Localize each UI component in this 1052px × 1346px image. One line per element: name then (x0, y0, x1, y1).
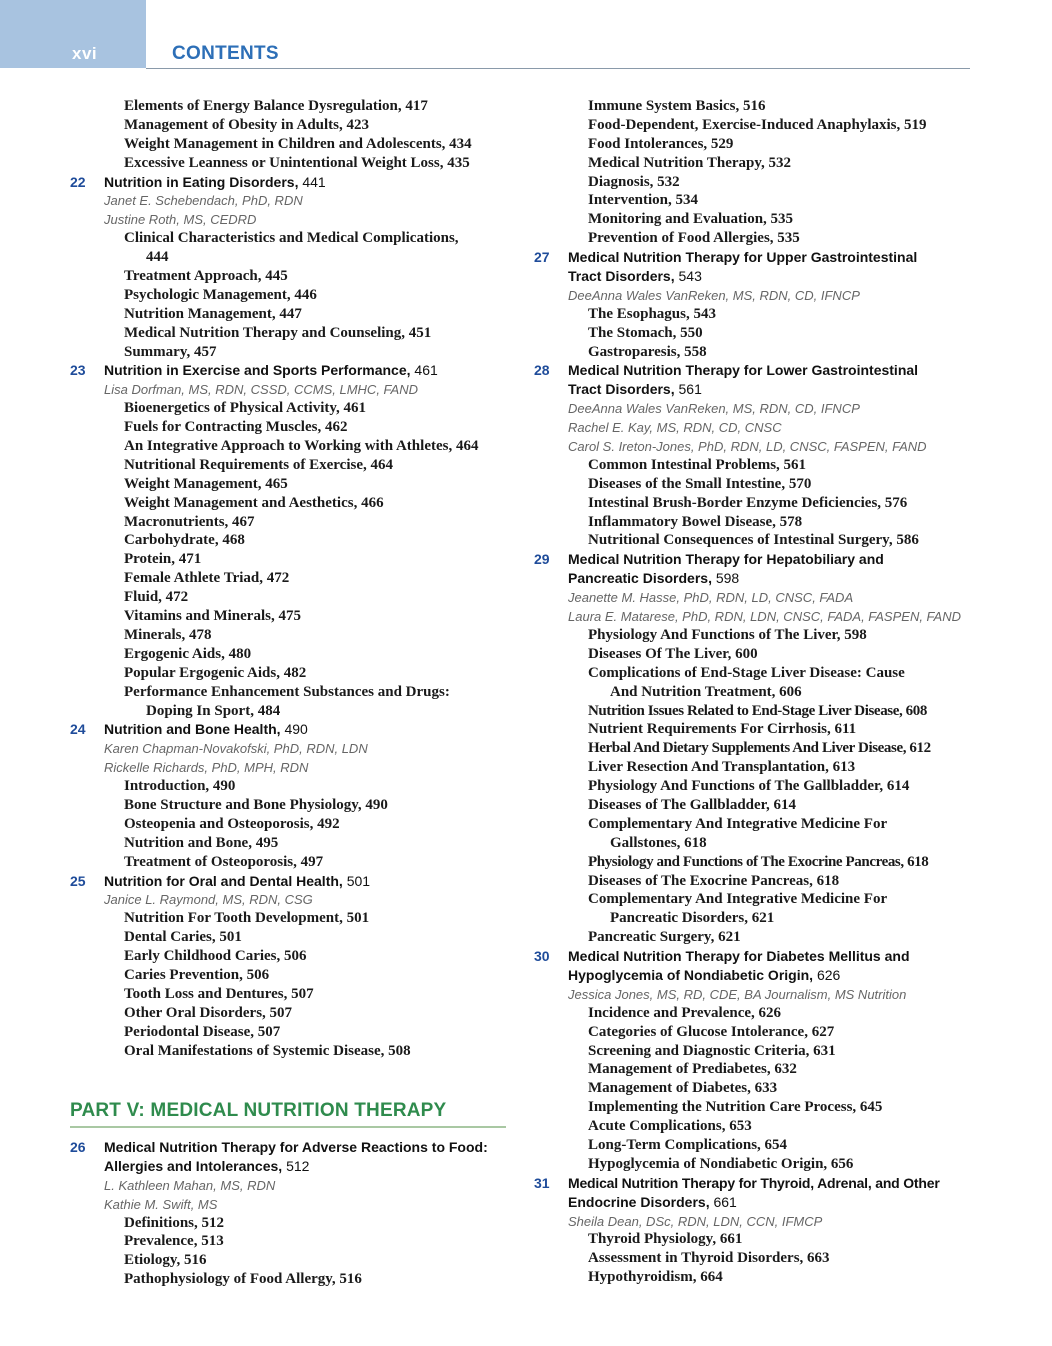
chapter-entry[interactable] (534, 948, 984, 967)
chapter-author: Karen Chapman-Novakofski, PhD, RDN, LDN (104, 741, 368, 757)
chapter-title: Nutrition in Exercise and Sports Performance, (104, 362, 411, 379)
chapter-entry[interactable] (70, 873, 510, 892)
section-entry[interactable]: Summary, 457 (124, 343, 217, 360)
section-entry-continued[interactable]: 444 (146, 249, 169, 266)
section-entry[interactable]: Weight Management and Aesthetics, 466 (124, 494, 384, 511)
chapter-page: 661 (713, 1193, 737, 1210)
chapter-title-continued: Tract Disorders, (568, 381, 675, 398)
chapter-title-continued: Tract Disorders, (568, 268, 675, 285)
chapter-title: Medical Nutrition Therapy for Hepatobiliary and (568, 551, 884, 568)
section-entry[interactable]: Diseases Of The Liver, 600 (588, 645, 758, 662)
chapter-author: Janet E. Schebendach, PhD, RDN (104, 193, 303, 209)
section-entry[interactable]: Nutrition and Bone, 495 (124, 834, 279, 851)
chapter-entry[interactable] (534, 249, 984, 268)
section-entry[interactable]: Diagnosis, 532 (588, 173, 680, 190)
section-entry-continued[interactable]: Gallstones, 618 (610, 834, 707, 851)
section-entry[interactable]: Treatment Approach, 445 (124, 268, 288, 285)
chapter-title: Nutrition for Oral and Dental Health, (104, 872, 343, 889)
section-entry[interactable]: Ergogenic Aids, 480 (124, 645, 252, 662)
section-entry[interactable]: Physiology and Functions of The Exocrine Pancreas, 618 (588, 853, 929, 870)
section-entry[interactable]: Clinical Characteristics and Medical Complications, (124, 230, 459, 247)
section-entry[interactable]: Excessive Leanness or Unintentional Weight Loss, 435 (124, 154, 470, 171)
section-entry[interactable]: Management of Obesity in Adults, 423 (124, 116, 370, 133)
section-entry[interactable]: Psychologic Management, 446 (124, 286, 317, 303)
section-entry[interactable]: Female Athlete Triad, 472 (124, 570, 290, 587)
chapter-page: 501 (346, 872, 371, 889)
section-entry[interactable]: Intestinal Brush-Border Enzyme Deficiencies, 576 (588, 494, 908, 511)
chapter-page: 598 (715, 570, 740, 587)
chapter-author: Sheila Dean, DSc, RDN, LDN, CCN, IFMCP (568, 1213, 823, 1229)
chapter-author: Janice L. Raymond, MS, RDN, CSG (104, 892, 313, 908)
chapter-number: 29 (534, 551, 550, 568)
chapter-author: Justine Roth, MS, CEDRD (104, 212, 257, 228)
section-entry[interactable]: Weight Management, 465 (124, 475, 288, 492)
section-entry[interactable]: Bioenergetics of Physical Activity, 461 (124, 400, 367, 417)
section-entry[interactable]: Immune System Basics, 516 (588, 98, 766, 114)
chapter-page: 461 (414, 362, 438, 379)
chapter-author: Laura E. Matarese, PhD, RDN, LDN, CNSC, FADA, FASPEN, FAND (568, 609, 961, 625)
section-entry[interactable]: Diseases of The Exocrine Pancreas, 618 (588, 872, 840, 889)
section-entry[interactable]: Nutrition Management, 447 (124, 305, 302, 322)
section-entry[interactable]: An Integrative Approach to Working with Athletes, 464 (124, 438, 479, 455)
chapter-author: Carol S. Ireton-Jones, PhD, RDN, LD, CNSC, FASPEN, FAND (568, 439, 927, 455)
section-entry[interactable]: Food Intolerances, 529 (588, 135, 734, 152)
chapter-number: 31 (534, 1174, 550, 1191)
section-entry[interactable]: Oral Manifestations of Systemic Disease, 508 (124, 1042, 411, 1059)
section-entry[interactable]: Macronutrients, 467 (124, 513, 255, 530)
section-entry[interactable]: Medical Nutrition Therapy and Counseling, 451 (124, 324, 432, 341)
section-entry[interactable]: Pancreatic Surgery, 621 (588, 929, 741, 946)
chapter-entry[interactable] (534, 1175, 984, 1194)
chapter-entry[interactable] (70, 362, 510, 381)
section-entry[interactable]: Tooth Loss and Dentures, 507 (124, 985, 314, 1002)
chapter-page: 626 (816, 966, 841, 983)
chapter-title: Medical Nutrition Therapy for Upper Gastrointestinal (568, 249, 918, 266)
section-entry[interactable]: Early Childhood Caries, 506 (124, 948, 307, 965)
chapter-title-continued: Allergies and Intolerances, (104, 1157, 283, 1174)
chapter-title: Medical Nutrition Therapy for Lower Gastrointestinal (568, 362, 919, 379)
section-entry[interactable]: Osteopenia and Osteoporosis, 492 (124, 815, 340, 832)
chapter-number: 30 (534, 948, 550, 965)
chapter-title: Nutrition in Eating Disorders, (104, 173, 299, 190)
section-entry[interactable]: Prevention of Food Allergies, 535 (588, 230, 800, 247)
section-entry[interactable]: Fuels for Contracting Muscles, 462 (124, 419, 348, 436)
section-entry[interactable]: Pathophysiology of Food Allergy, 516 (124, 1271, 362, 1288)
chapter-author: Rachel E. Kay, MS, RDN, CD, CNSC (568, 420, 782, 436)
section-entry[interactable]: Periodontal Disease, 507 (124, 1023, 281, 1040)
section-entry[interactable]: Screening and Diagnostic Criteria, 631 (588, 1042, 836, 1059)
chapter-page: 512 (286, 1157, 310, 1174)
section-entry[interactable]: Monitoring and Evaluation, 535 (588, 211, 794, 228)
section-entry[interactable]: Complications of End-Stage Liver Disease: Cause (588, 664, 905, 681)
section-entry[interactable]: Thyroid Physiology, 661 (588, 1231, 743, 1248)
section-entry[interactable]: Gastroparesis, 558 (588, 343, 707, 360)
section-entry[interactable]: Minerals, 478 (124, 626, 212, 643)
section-entry[interactable]: Common Intestinal Problems, 561 (588, 456, 807, 473)
section-entry[interactable]: Liver Resection And Transplantation, 613 (588, 759, 856, 776)
section-entry[interactable]: Physiology And Functions of The Gallbladder, 614 (588, 778, 910, 795)
chapter-entry[interactable] (70, 1139, 510, 1158)
section-entry[interactable]: Incidence and Prevalence, 626 (588, 1004, 782, 1021)
chapter-number: 25 (70, 872, 86, 889)
section-entry-continued[interactable]: Doping In Sport, 484 (146, 702, 281, 719)
chapter-entry[interactable] (534, 362, 984, 381)
section-entry[interactable]: Inflammatory Bowel Disease, 578 (588, 513, 803, 530)
chapter-number: 23 (70, 362, 86, 379)
section-entry[interactable]: Vitamins and Minerals, 475 (124, 608, 301, 625)
part-heading: PART V: MEDICAL NUTRITION THERAPY (70, 1100, 447, 1121)
section-entry[interactable]: Dental Caries, 501 (124, 929, 242, 946)
chapter-title-continued: Endocrine Disorders, (568, 1193, 710, 1210)
section-entry[interactable]: Nutrition For Tooth Development, 501 (124, 910, 370, 927)
chapter-author: Jeanette M. Hasse, PhD, RDN, LD, CNSC, FADA (568, 590, 854, 606)
chapter-number: 24 (70, 721, 86, 738)
section-entry-continued[interactable]: And Nutrition Treatment, 606 (610, 683, 802, 700)
section-entry[interactable]: Assessment in Thyroid Disorders, 663 (588, 1250, 830, 1267)
chapter-title: Nutrition and Bone Health, (104, 721, 281, 738)
section-entry[interactable]: Popular Ergogenic Aids, 482 (124, 664, 307, 681)
section-entry[interactable]: Categories of Glucose Intolerance, 627 (588, 1023, 835, 1040)
section-entry[interactable]: Herbal And Dietary Supplements And Liver Disease, 612 (588, 740, 931, 757)
section-entry[interactable]: Nutritional Requirements of Exercise, 464 (124, 456, 393, 473)
section-entry[interactable]: Complementary And Integrative Medicine For (588, 815, 888, 832)
section-entry[interactable]: Performance Enhancement Substances and Drugs: (124, 683, 450, 700)
section-entry[interactable]: Nutritional Consequences of Intestinal Surgery, 586 (588, 532, 919, 549)
section-entry[interactable]: Nutrient Requirements For Cirrhosis, 611 (588, 721, 857, 738)
section-entry[interactable]: Diseases of the Small Intestine, 570 (588, 475, 812, 492)
chapter-number: 22 (70, 173, 86, 190)
section-entry[interactable]: Carbohydrate, 468 (124, 532, 245, 549)
chapter-page: 490 (284, 721, 308, 738)
section-entry[interactable]: Diseases of The Gallbladder, 614 (588, 796, 796, 813)
chapter-author: DeeAnna Wales VanReken, MS, RDN, CD, IFNCP (568, 287, 860, 303)
chapter-entry[interactable] (70, 721, 510, 740)
chapter-title: Medical Nutrition Therapy for Diabetes Mellitus and (568, 948, 910, 965)
left-column-part-v (70, 1139, 510, 1290)
section-entry[interactable]: Treatment of Osteoporosis, 497 (124, 853, 324, 870)
section-entry[interactable]: Etiology, 516 (124, 1252, 207, 1269)
chapter-author: L. Kathleen Mahan, MS, RDN (104, 1177, 276, 1193)
section-entry[interactable]: Introduction, 490 (124, 778, 236, 795)
section-entry[interactable]: Acute Complications, 653 (588, 1118, 752, 1135)
page-title: CONTENTS (172, 43, 279, 64)
right-column (534, 98, 984, 1288)
section-entry[interactable]: The Stomach, 550 (588, 324, 703, 341)
chapter-number: 27 (534, 249, 550, 266)
section-entry[interactable]: Protein, 471 (124, 551, 202, 568)
chapter-title: Medical Nutrition Therapy for Adverse Reactions to Food: (104, 1139, 488, 1155)
chapter-author: DeeAnna Wales VanReken, MS, RDN, CD, IFNCP (568, 401, 860, 417)
section-entry[interactable]: Weight Management in Children and Adolescents, 434 (124, 135, 472, 152)
chapter-entry[interactable] (70, 174, 510, 193)
section-entry[interactable]: Medical Nutrition Therapy, 532 (588, 154, 792, 171)
section-entry-continued[interactable]: Pancreatic Disorders, 621 (610, 910, 775, 927)
section-entry[interactable]: Definitions, 512 (124, 1214, 225, 1231)
chapter-page: 543 (678, 268, 702, 285)
section-entry[interactable]: Hypoglycemia of Nondiabetic Origin, 656 (588, 1155, 854, 1172)
section-entry[interactable]: Management of Prediabetes, 632 (588, 1061, 797, 1078)
section-entry[interactable]: Intervention, 534 (588, 192, 698, 209)
section-entry[interactable]: Prevalence, 513 (124, 1233, 224, 1250)
page-number: xvi (72, 44, 98, 63)
header-divider (146, 68, 970, 69)
section-entry[interactable]: Long-Term Complications, 654 (588, 1136, 788, 1153)
part-heading-rule (70, 1126, 506, 1128)
section-entry[interactable]: Other Oral Disorders, 507 (124, 1004, 293, 1021)
chapter-title-continued: Hypoglycemia of Nondiabetic Origin, (568, 966, 814, 983)
section-entry[interactable]: Fluid, 472 (124, 589, 189, 606)
left-column (70, 98, 510, 1061)
chapter-author: Kathie M. Swift, MS (104, 1196, 218, 1212)
section-entry[interactable]: Hypothyroidism, 664 (588, 1269, 723, 1286)
chapter-author: Jessica Jones, MS, RD, CDE, BA Journalism, MS Nutrition (568, 986, 907, 1002)
section-entry[interactable]: Implementing the Nutrition Care Process, 645 (588, 1099, 883, 1116)
chapter-number: 26 (70, 1139, 86, 1155)
section-entry[interactable]: The Esophagus, 543 (588, 305, 716, 322)
chapter-title: Medical Nutrition Therapy for Thyroid, Adrenal, and Other (568, 1174, 940, 1191)
chapter-page: 561 (678, 381, 702, 398)
section-entry[interactable]: Bone Structure and Bone Physiology, 490 (124, 796, 388, 813)
section-entry[interactable]: Management of Diabetes, 633 (588, 1080, 778, 1097)
chapter-number: 28 (534, 362, 550, 379)
chapter-title-continued: Pancreatic Disorders, (568, 570, 712, 587)
chapter-page: 441 (302, 173, 326, 190)
chapter-author: Lisa Dorfman, MS, RDN, CSSD, CCMS, LMHC, FAND (104, 382, 418, 398)
section-entry[interactable]: Nutrition Issues Related to End-Stage Liver Disease, 608 (588, 702, 927, 719)
section-entry[interactable]: Physiology And Functions of The Liver, 598 (588, 626, 867, 643)
section-entry[interactable]: Caries Prevention, 506 (124, 966, 270, 983)
section-entry[interactable]: Food-Dependent, Exercise-Induced Anaphylaxis, 519 (588, 116, 927, 133)
section-entry[interactable]: Complementary And Integrative Medicine For (588, 891, 888, 908)
chapter-author: Rickelle Richards, PhD, MPH, RDN (104, 760, 309, 776)
section-entry[interactable]: Elements of Energy Balance Dysregulation, 417 (124, 98, 428, 114)
chapter-entry[interactable] (534, 551, 984, 570)
